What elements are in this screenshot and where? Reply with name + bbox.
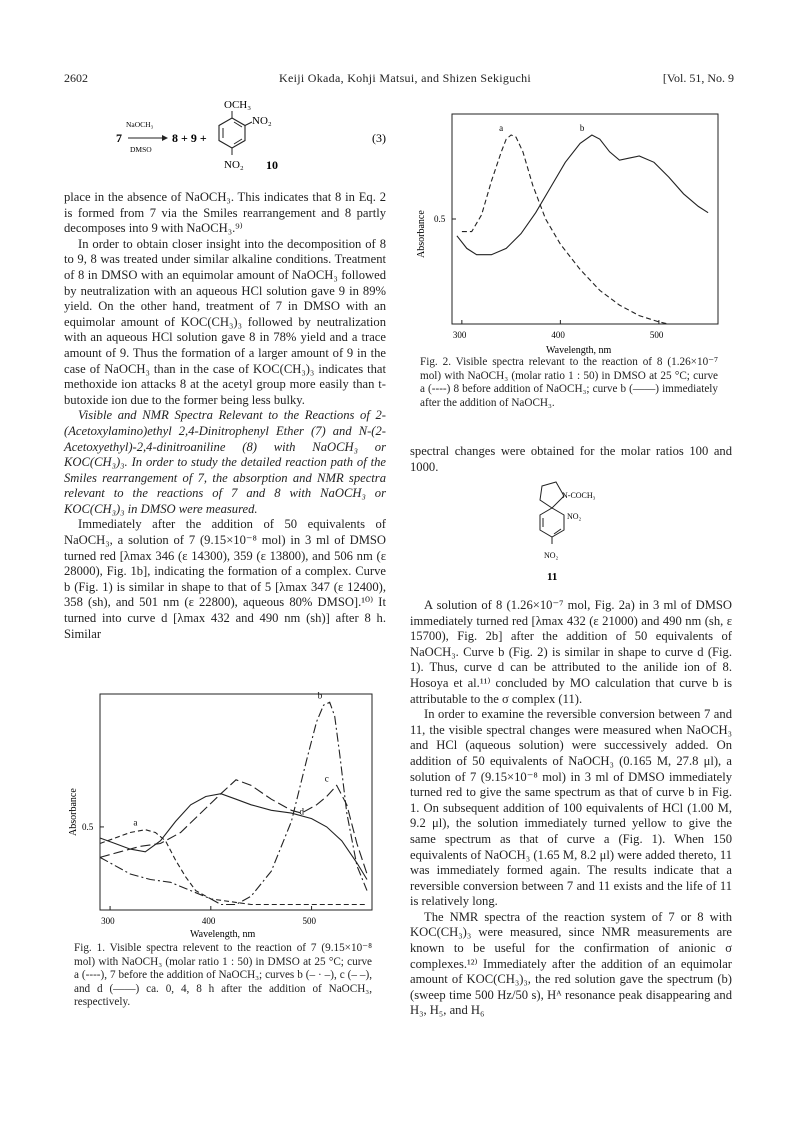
paragraph: Immediately after the addition of 50 equivalents of NaOCH₃, a solution of 7 (9.15×10⁻⁸ mol) in 3 ml of DMSO turned red [λmax 346 (ε 14300), 359 (ε 13800), and 506 nm (ε 28000), Fig. 1b], indicating the formation of a complex. Curve b (Fig. 1) is similar in shape to that of 5 [λmax 347 (ε 12400), 358 (sh), and 501 nm (ε 22800), aqueous 80% DMSO].¹⁰⁾ It turned into curve d [λmax 432 and 490 nm (sh)] after 8 h. Similar — [64, 517, 386, 641]
fig2-x-axis-label: Wavelength, nm — [546, 345, 612, 356]
page-number: 2602 — [64, 71, 88, 85]
structure-11 — [520, 476, 640, 584]
fig1-curve-d — [100, 794, 367, 880]
paragraph: The NMR spectra of the reaction system of 7 or 8 with KOC(CH₃)₃ were measured, since NMR measurements are known to be useful for the confirmation of anionic σ complexes.¹²⁾ Immediately after the addition of an equimolar amount of KOC(CH₃)₃, the red solution gave the spectrum (b) (sweep time 500 Hz/50 s), Hᴬ resonance peak disappearing and H₃, H₅, and H₆ — [410, 909, 732, 1018]
fig2-curve-b — [457, 135, 708, 255]
reaction-arrowhead — [162, 135, 168, 141]
fig2-curve-label-a: a — [499, 123, 504, 133]
scheme3-substituent-top: OCH₃ — [224, 99, 252, 111]
paragraph: place in the absence of NaOCH₃. This indicates that 8 in Eq. 2 is formed from 7 via the Smiles rearrangement and 8 partly decomposes into 9 with NaOCH₃.⁹⁾ — [64, 190, 386, 236]
scheme3-substituent-bottom: NO₂ — [224, 159, 244, 171]
fig1-x-axis-label: Wavelength, nm — [190, 929, 256, 940]
scheme3-products: 8 + 9 + — [172, 131, 207, 145]
fig2-x-tick-label: 400 — [551, 330, 565, 340]
fig2-y-axis-label: Absorbance — [416, 210, 427, 258]
fig1-x-tick-label: 300 — [101, 916, 115, 926]
fig1-caption: Fig. 1. Visible spectra relevent to the reaction of 7 (9.15×10⁻⁸ mol) with NaOCH₃ (molar ratio 1 : 50) in DMSO at 25 °C; curve a (----), 7 before the addition of NaOCH₃; curves b (– · –), c (– –), and d (——) ca. 0, 4, 8 h after the addition of NaOCH₃, respectively. — [74, 942, 372, 1009]
fig1-y-tick-label: 0.5 — [82, 821, 94, 832]
scheme3-substituent-right: NO₂ — [252, 115, 272, 127]
fig1-frame — [100, 694, 372, 910]
figure-2 — [410, 106, 730, 360]
fig2-curve-label-b: b — [579, 123, 585, 133]
volume-info: [Vol. 51, No. 9 — [662, 71, 734, 85]
fig1-x-tick-label: 400 — [201, 916, 216, 926]
fig2-caption: Fig. 2. Visible spectra relevant to the reaction of 8 (1.26×10⁻⁷ mol) with NaOCH₃ (molar ratio 1 : 50) in DMSO at 25 °C; curve a (----) 8 before addition of NaOCH₃; curve b (——) immediately after the addition of NaOCH₃. — [420, 356, 718, 409]
scheme3-reagent-bottom: DMSO — [130, 145, 152, 154]
fig2-plot-area — [457, 123, 708, 324]
fig2-x-ticks — [453, 320, 664, 340]
fig1-curve-b — [100, 702, 367, 904]
paragraph: In order to obtain closer insight into the decomposition of 8 to 9, 8 was treated under similar alkaline conditions. Treatment of 8 in DMSO with an equimolar amount of NaOCH₃ followed by neutralization with an aqueous HCl solution gave 9 in 89% yield. On the other hand, treatment of 7 in DMSO with an equimolar amount of KOC(CH₃)₃ followed by neutralization with an aqueous HCl solution gave 8 in 78% yield and a trace amount of 9. Thus the formation of a larger amount of 9 in the case of NaOCH₃ than in the case of KOC(CH₃)₃ indicates that methoxide ion attacks 8 at the acetyl group more easily than t-butoxide ion due to the former being less bulky. — [64, 236, 386, 407]
left-column-text — [64, 190, 386, 642]
compound-10-label: 10 — [266, 158, 278, 172]
fig2-y-ticks — [434, 214, 456, 224]
fig1-curve-label-d: d — [299, 806, 305, 817]
pyrrolidine-ring — [540, 482, 564, 508]
compound-11-label: 11 — [547, 571, 558, 583]
paragraph: A solution of 8 (1.26×10⁻⁷ mol, Fig. 2a) in 3 ml of DMSO immediately turned red [λmax 432 (ε 21000) and 490 nm (sh, ε 15700), Fig. 2b] after the addition of 50 equivalents of NaOCH₃. Curve b (Fig. 2) is similar in shape to curve d (Fig. 1). Thus, curve d can be attributed to the anilide ion of 8. Hosoya et al.¹¹⁾ concluded by MO calculation that curve b is attributable to the σ complex (11). — [410, 598, 732, 706]
equation-number: (3) — [372, 131, 386, 145]
fig2-y-tick-label: 0.5 — [434, 214, 446, 224]
fig2-frame — [452, 114, 718, 324]
fig1-curve-label-c: c — [324, 773, 329, 784]
acetyl-group-label: N-COCH₃ — [562, 491, 596, 500]
fig1-x-ticks — [101, 906, 316, 926]
nitro-upper-label: NO₂ — [567, 512, 582, 521]
scheme3-reactant: 7 — [116, 131, 122, 145]
fig1-y-ticks — [82, 822, 104, 832]
figure-1 — [64, 688, 386, 944]
section-heading-paragraph: Visible and NMR Spectra Relevant to the Reactions of 2-(Acetoxylamino)ethyl 2,4-Dinitrophenyl Ether (7) and N-(2-Acetoxyethyl)-2,4-dinitroaniline (8) with NaOCH₃ or KOC(CH₃)₃. In order to study the detailed reaction path of the Smiles rearrangement of 7, the absorption and NMR spectra relevant to the reactions of 7 and 8 with NaOCH₃ or KOC(CH₃)₃ in DMSO were measured. — [64, 408, 386, 516]
nitro-lower-label: NO₂ — [544, 551, 559, 560]
right-column-text — [410, 598, 732, 1019]
right-text-top: spectral changes were obtained for the molar ratios 100 and 1000. — [410, 444, 732, 474]
cyclohexadienyl-ring — [540, 508, 564, 537]
paragraph: In order to examine the reversible conversion between 7 and 11, the visible spectral changes were measured when NaOCH₃ and HCl (aqueous solution) were successively added. On addition of 50 equivalents of NaOCH₃ (0.165 M, 27.8 μl), a solution of 7 (9.15×10⁻⁸ mol) in 3 ml of DMSO immediately turned red to give the same spectrum as that of curve b in Fig. 1. On subsequent addition of 100 equivalents of HCl (1.00 M, 9.2 μl), the solution immediately turned yellow to give the same spectrum as that of curve a (Fig. 1). When 150 equivalents of NaOCH₃ (1.65 M, 8.2 μl) were added thereto, 11 was immediately formed again. The results indicate that a reversible conversion between 7 and 11 exists and the life of 11 is relatively long. — [410, 707, 732, 909]
fig1-plot-area — [100, 690, 367, 904]
fig1-curve-a — [100, 830, 367, 905]
fig2-x-tick-label: 300 — [452, 330, 467, 340]
fig1-curve-label-a: a — [133, 817, 138, 828]
fig1-curve-label-b: b — [317, 690, 323, 701]
authors: Keiji Okada, Kohji Matsui, and Shizen Sekiguchi — [279, 71, 532, 85]
scheme-3 — [100, 96, 395, 184]
fig2-x-tick-label: 500 — [649, 330, 664, 340]
fig1-x-tick-label: 500 — [302, 916, 317, 926]
scheme3-reagent-top: NaOCH₃ — [126, 120, 154, 129]
fig1-y-axis-label: Absorbance — [68, 788, 79, 836]
